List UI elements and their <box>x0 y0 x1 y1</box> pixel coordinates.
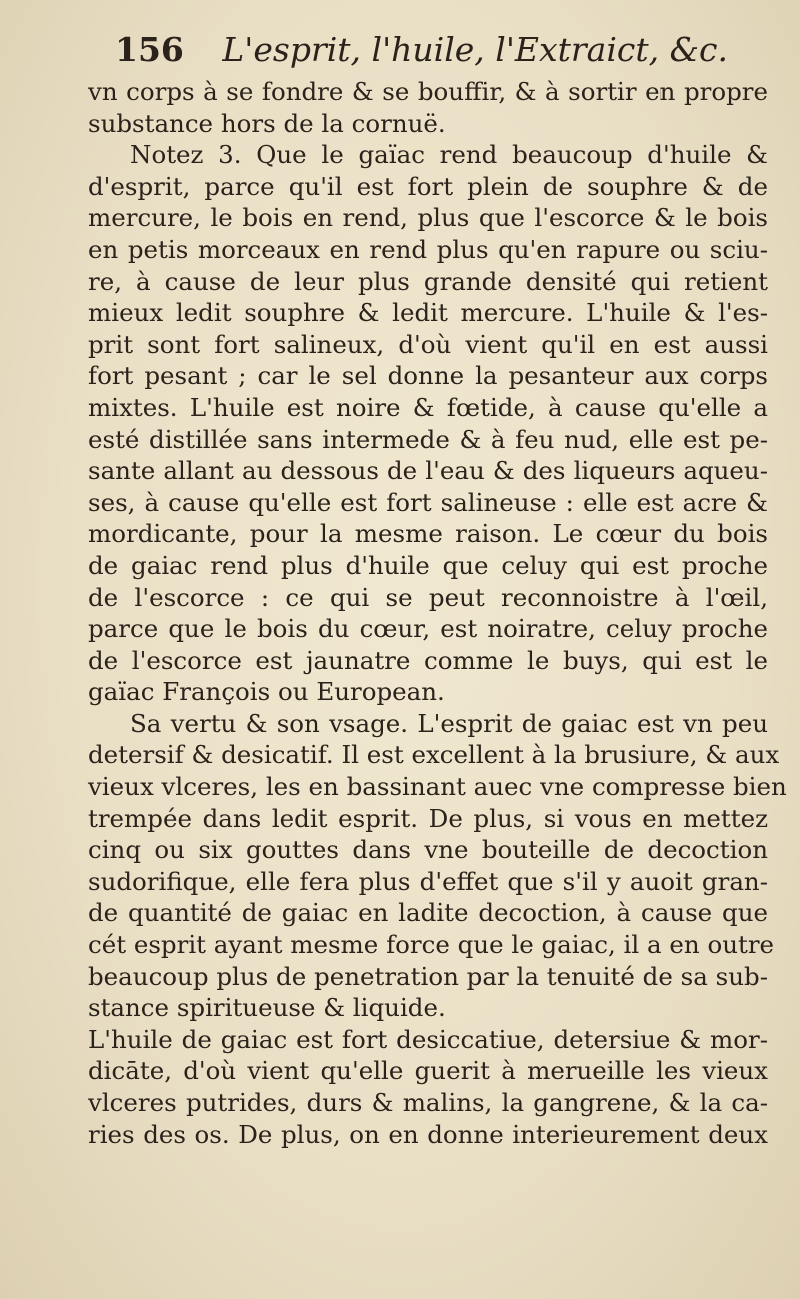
text-line: mercure, le bois en rend, plus que l'escorce & le bois <box>88 203 768 233</box>
text-line: esté distillée sans intermede & à feu nud, elle est pe- <box>88 424 768 454</box>
text-line: Notez 3. Que le gaïac rend beaucoup d'huile & <box>130 140 768 170</box>
text-line: ries des os. De plus, on en donne interieurement deux <box>88 1119 768 1149</box>
text-line: sante allant au dessous de l'eau & des liqueurs aqueu- <box>88 456 768 486</box>
text-line: Sa vertu & son vsage. L'esprit de gaiac est vn peu <box>130 708 768 738</box>
body-text <box>88 76 787 1150</box>
running-title: L'esprit, l'huile, l'Extraict, &c. <box>222 30 728 69</box>
text-line: stance spiritueuse & liquide. <box>88 993 446 1023</box>
text-line: de quantité de gaiac en ladite decoction, à cause que <box>88 898 768 928</box>
text-line: parce que le bois du cœur, est noiratre, celuy proche <box>88 614 768 644</box>
page-header <box>115 30 755 82</box>
text-line: fort pesant ; car le sel donne la pesanteur aux corps <box>88 361 768 391</box>
text-line: cét esprit ayant mesme force que le gaiac, il a en outre <box>88 930 775 960</box>
text-line: vieux vlceres, les en bassinant auec vne compresse bien <box>88 772 787 802</box>
text-line: mordicante, pour la mesme raison. Le cœur du bois <box>88 519 768 549</box>
text-line: en petis morceaux en rend plus qu'en rapure ou sciu- <box>88 234 768 264</box>
text-line: mieux ledit souphre & ledit mercure. L'huile & l'es- <box>88 298 768 328</box>
text-line: ses, à cause qu'elle est fort salineuse : elle est acre & <box>88 487 768 517</box>
text-line: substance hors de la cornuë. <box>88 108 446 138</box>
text-line: dicāte, d'où vient qu'elle guerit à merueille les vieux <box>88 1056 768 1086</box>
text-line: vlceres putrides, durs & malins, la gangrene, & la ca- <box>88 1088 768 1117</box>
text-line: mixtes. L'huile est noire & fœtide, à cause qu'elle a <box>88 392 768 422</box>
text-line: prit sont fort salineux, d'où vient qu'il en est aussi <box>88 329 768 359</box>
text-line: sudorifique, elle fera plus d'effet que s'il y auoit gran- <box>88 866 768 896</box>
text-line: gaïac François ou European. <box>88 677 445 707</box>
text-line: detersif & desicatif. Il est excellent à la brusiure, & aux <box>88 740 780 770</box>
text-line: re, à cause de leur plus grande densité qui retient <box>88 266 768 296</box>
text-line: cinq ou six gouttes dans vne bouteille de decoction <box>88 835 768 865</box>
text-line: beaucoup plus de penetration par la tenuité de sa sub- <box>88 961 768 991</box>
text-line: d'esprit, parce qu'il est fort plein de souphre & de <box>88 171 768 201</box>
page-number: 156 <box>115 30 184 69</box>
text-line: vn corps à se fondre & se bouffir, & à sortir en propre <box>88 77 768 106</box>
text-line: trempée dans ledit esprit. De plus, si vous en mettez <box>88 803 768 833</box>
text-line: de l'escorce est jaunatre comme le buys, qui est le <box>88 645 768 675</box>
text-line: de gaiac rend plus d'huile que celuy qui est proche <box>88 550 768 580</box>
text-line: L'huile de gaiac est fort desiccatiue, detersiue & mor- <box>88 1024 768 1054</box>
text-line: de l'escorce : ce qui se peut reconnoistre à l'œil, <box>88 582 768 612</box>
